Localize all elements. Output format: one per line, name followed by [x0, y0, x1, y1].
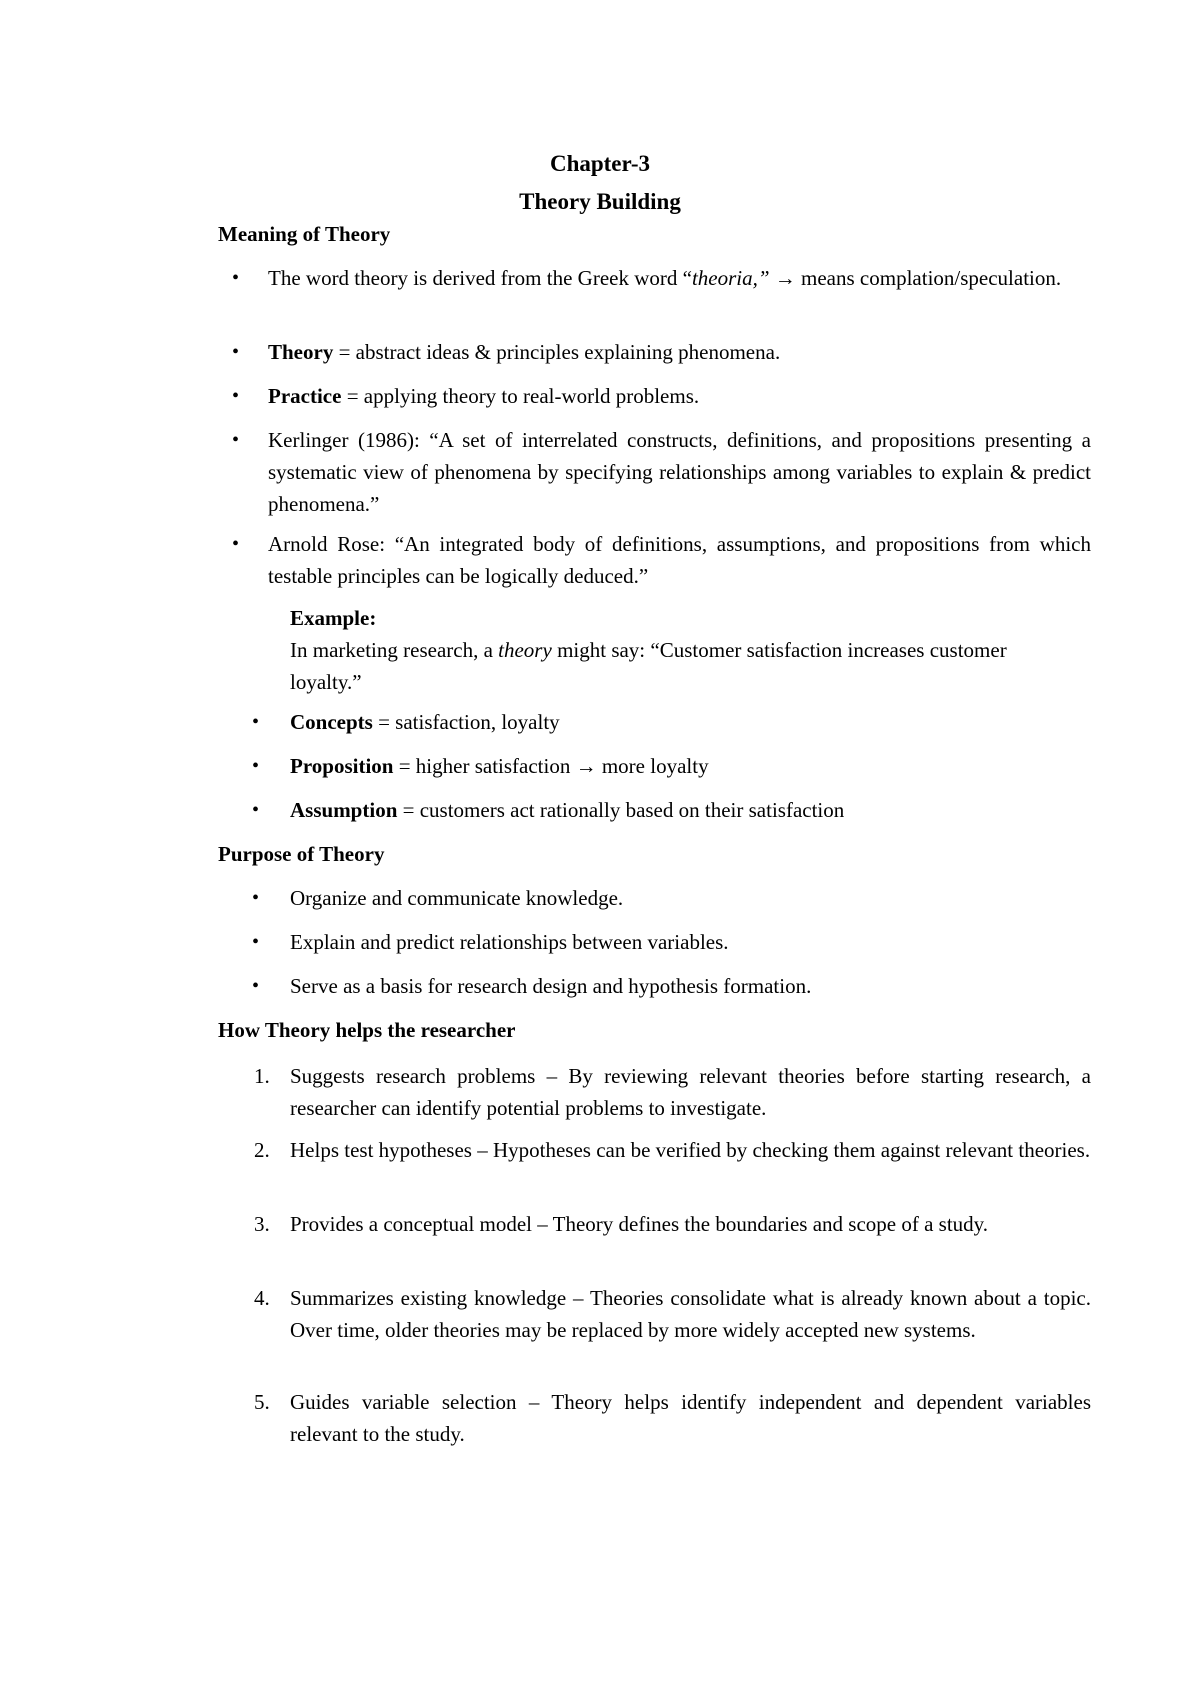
bullet-icon: • — [232, 341, 240, 363]
numbered-item — [254, 1060, 1091, 1124]
bullet-icon: • — [252, 755, 260, 777]
bullet-icon: • — [252, 887, 260, 909]
list-item-text: Organize and communicate knowledge. — [290, 886, 624, 910]
bullet-icon: • — [252, 799, 260, 821]
item-number: 5. — [254, 1390, 270, 1414]
list-item-text: = satisfaction, loyalty — [372, 710, 560, 734]
term-proposition: Proposition — [290, 754, 394, 778]
numbered-item — [254, 1134, 1091, 1166]
item-number: 3. — [254, 1212, 270, 1236]
heading-how-theory-helps: How Theory helps the researcher — [218, 1018, 516, 1042]
bullet-icon: • — [232, 385, 240, 407]
list-item — [252, 926, 1091, 958]
chapter-title: Theory Building — [519, 189, 681, 214]
example-text-part: might say: “Customer satisfaction increases customer loyalty.” — [290, 638, 1007, 694]
example-text-part: In marketing research, a — [290, 638, 499, 662]
numbered-item-text: Provides a conceptual model – Theory defines the boundaries and scope of a study. — [290, 1212, 989, 1236]
example-label: Example: — [290, 606, 377, 630]
numbered-item-text: Suggests research problems – By reviewing relevant theories before starting research, a researcher can identify potential problems to investigate. — [290, 1064, 1091, 1120]
list-item-text: Explain and predict relationships between variables. — [290, 930, 729, 954]
list-item — [232, 424, 1091, 520]
term-assumption: Assumption — [290, 798, 398, 822]
bullet-icon: • — [232, 267, 240, 289]
list-item-text: = customers act rationally based on their satisfaction — [397, 798, 845, 822]
list-item-text: = abstract ideas & principles explaining phenomena. — [333, 340, 781, 364]
list-item — [232, 262, 1091, 294]
list-item — [252, 750, 1091, 782]
list-item-text: The word theory is derived from the Greek word “ — [268, 266, 692, 290]
term-practice: Practice — [268, 384, 342, 408]
list-item — [232, 528, 1091, 592]
bullet-icon: • — [252, 975, 260, 997]
list-item-text: = applying theory to real-world problems. — [341, 384, 700, 408]
bullet-icon: • — [252, 931, 260, 953]
list-item-text: Arnold Rose: “An integrated body of definitions, assumptions, and propositions from which testable principles can be logically deduced.” — [268, 532, 1091, 588]
list-item-text: = higher satisfaction → more loyalty — [393, 754, 709, 778]
greek-word: theoria,” — [691, 266, 770, 290]
item-number: 1. — [254, 1064, 270, 1088]
item-number: 4. — [254, 1286, 270, 1310]
numbered-item-text: Helps test hypotheses – Hypotheses can be verified by checking them against relevant theories. — [290, 1138, 1091, 1162]
heading-meaning-of-theory: Meaning of Theory — [218, 222, 391, 246]
chapter-number: Chapter-3 — [549, 151, 651, 176]
example-block — [290, 602, 1091, 698]
term-theory: Theory — [268, 340, 334, 364]
heading-purpose-of-theory: Purpose of Theory — [218, 842, 385, 866]
numbered-item — [254, 1282, 1091, 1346]
list-item — [252, 794, 1091, 826]
bullet-icon: • — [232, 533, 240, 555]
numbered-item — [254, 1208, 1091, 1240]
bullet-icon: • — [232, 429, 240, 451]
list-item-text: Kerlinger (1986): “A set of interrelated constructs, definitions, and propositions presenting a systematic view of phenomena by specifying relationships among variables to explain & predict phenomena.” — [268, 428, 1091, 516]
list-item — [232, 336, 1091, 368]
list-item — [252, 706, 1091, 738]
numbered-item-text: Summarizes existing knowledge – Theories consolidate what is already known about a topic. Over time, older theories may be replaced by more widely accepted new systems. — [290, 1286, 1091, 1342]
list-item — [232, 380, 1091, 412]
example-italic-theory: theory — [498, 638, 552, 662]
list-item-text: Serve as a basis for research design and hypothesis formation. — [290, 974, 812, 998]
example-text — [290, 634, 1010, 698]
term-concepts: Concepts — [290, 710, 373, 734]
numbered-item — [254, 1386, 1091, 1450]
bullet-icon: • — [252, 711, 260, 733]
numbered-item-text: Guides variable selection – Theory helps identify independent and dependent variables relevant to the study. — [290, 1390, 1091, 1446]
list-item — [252, 882, 1091, 914]
list-item-text: → means complation/speculation. — [769, 266, 1062, 290]
item-number: 2. — [254, 1138, 270, 1162]
list-item — [252, 970, 1091, 1002]
